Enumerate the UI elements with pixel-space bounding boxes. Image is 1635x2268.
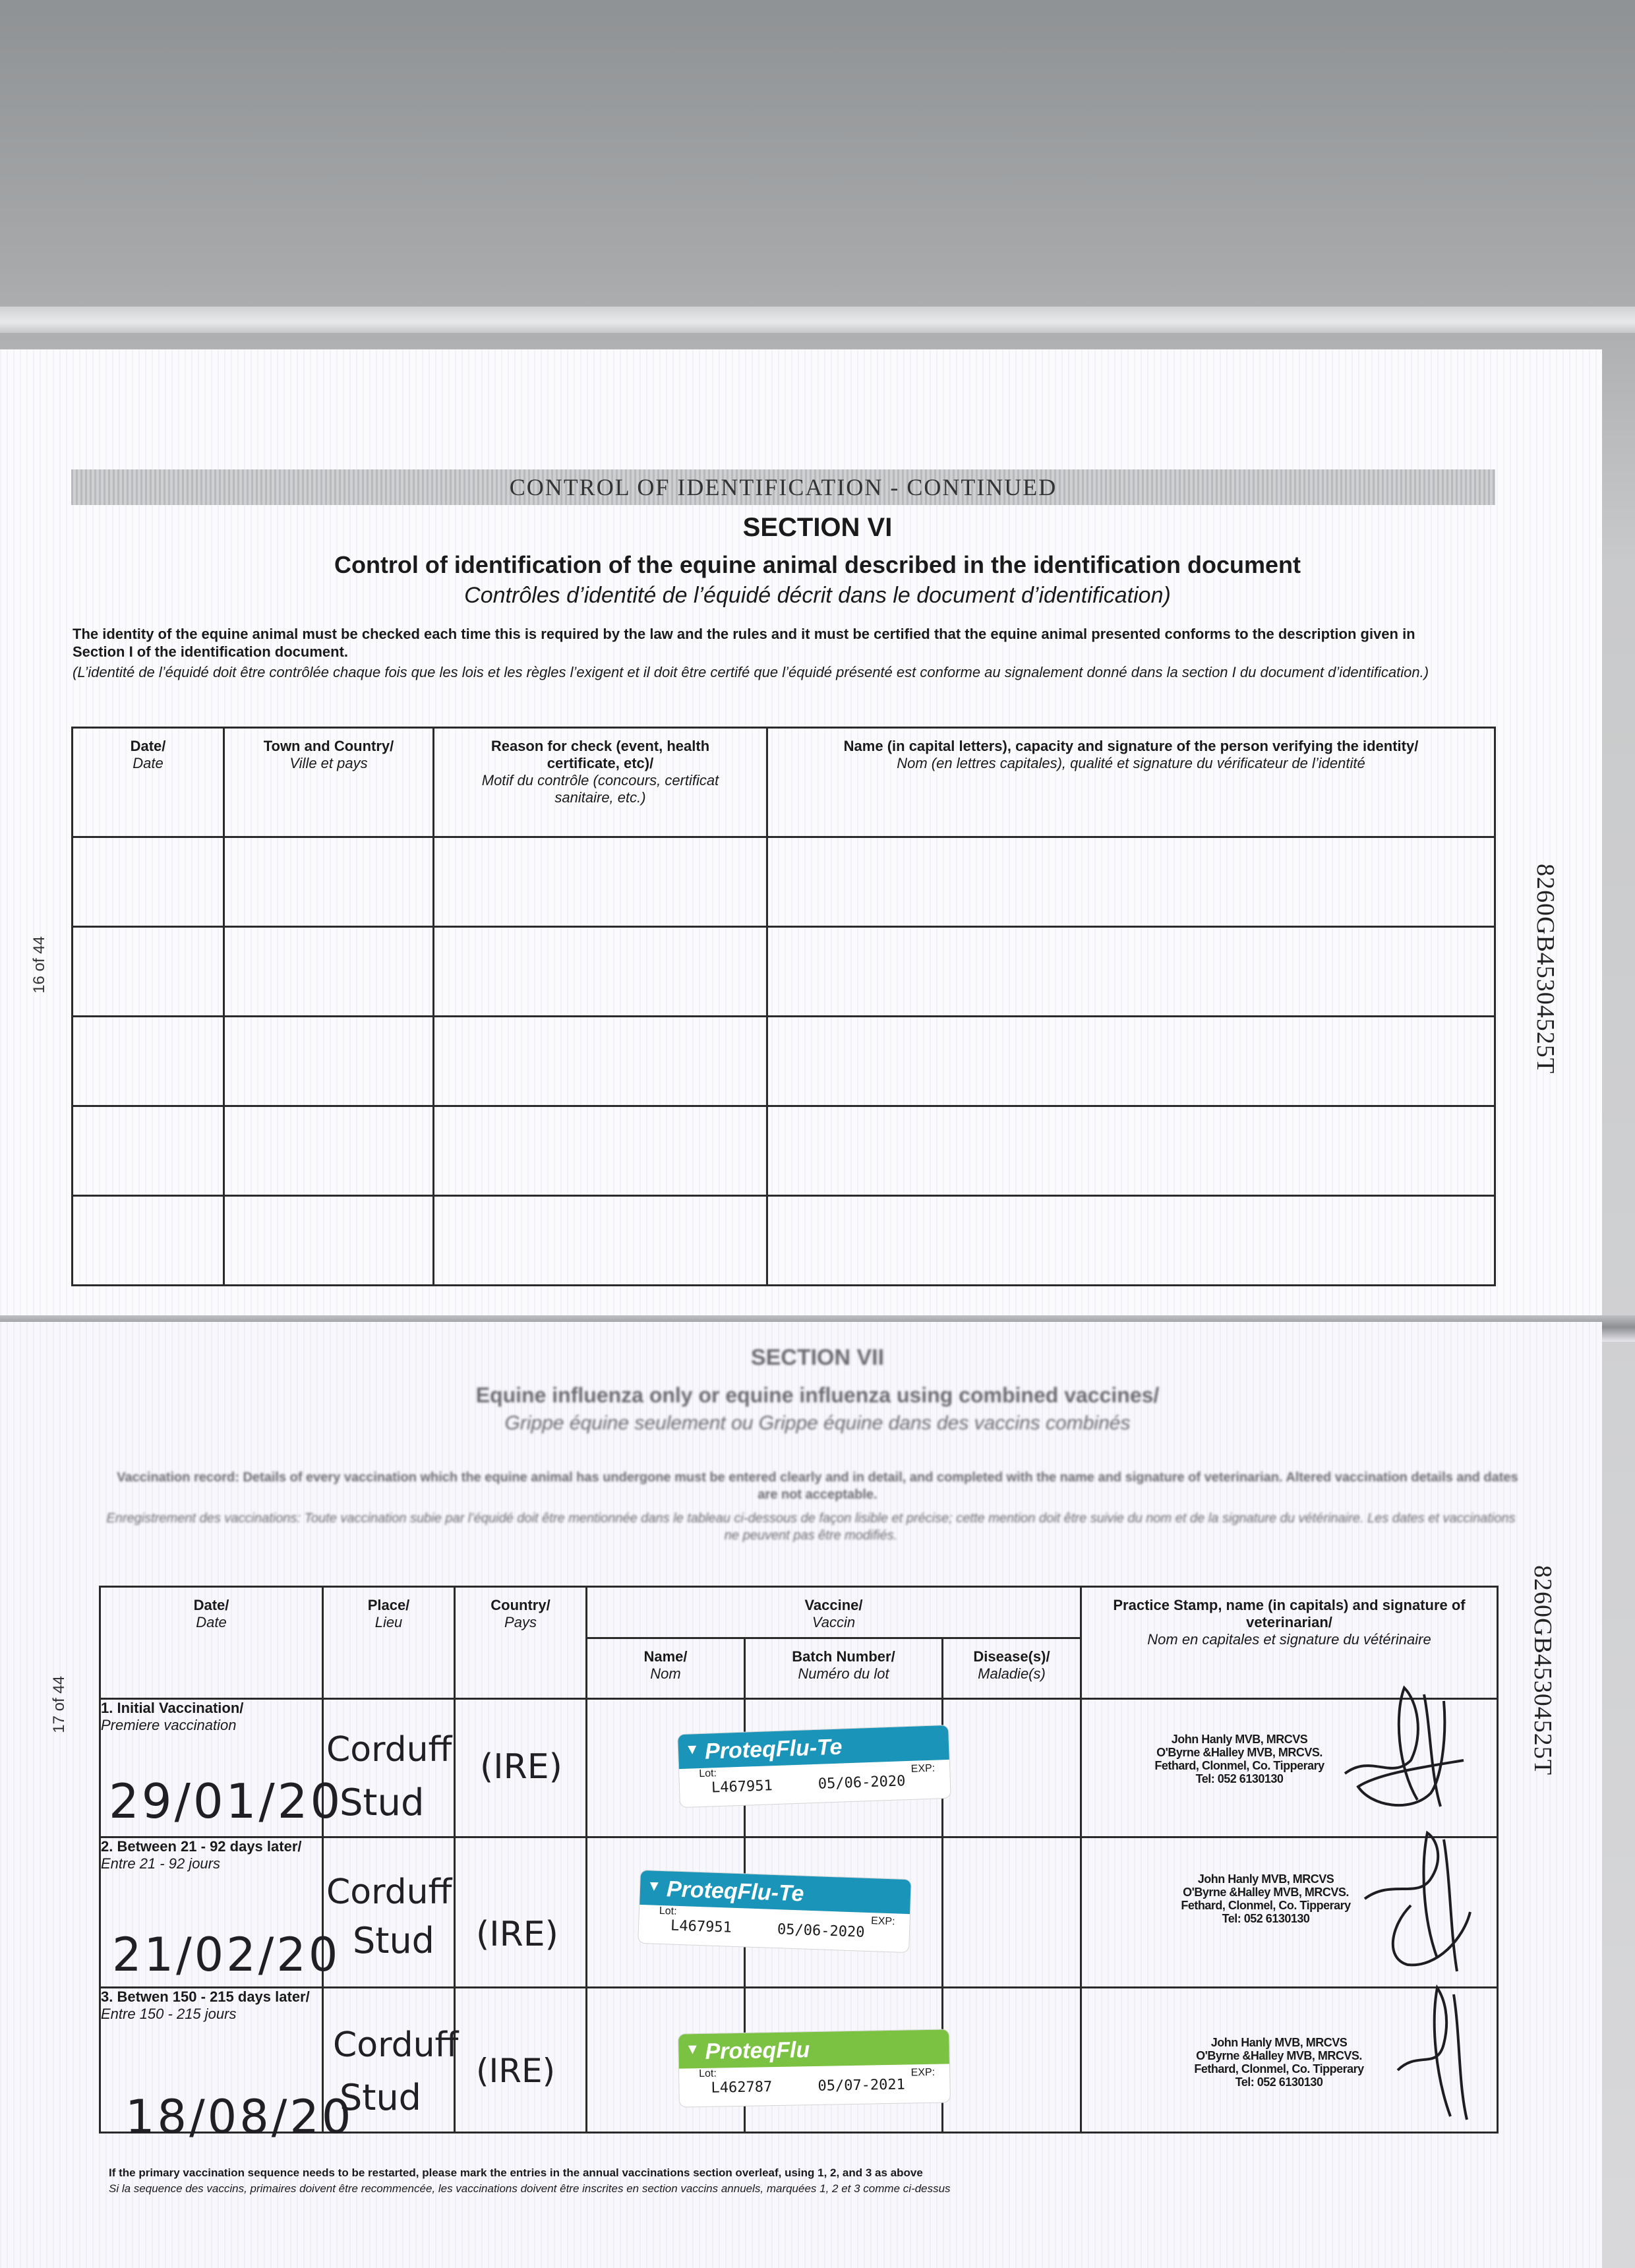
lot-label: Lot: — [659, 1905, 677, 1917]
drop-icon: ▼ — [684, 1741, 700, 1758]
vaccine-sticker — [678, 2029, 950, 2106]
section-vii-intro-fr: Enregistrement des vaccinations: Toute vaccination subie par l’équidé doit être mentionnée dans le tableau ci-dessous de façon lisible et précise; cette mention doit être suivie du nom et de la signature du vétérinaire. Les dates et vaccinations ne peuvent pas être modifiés. — [106, 1511, 1516, 1543]
lot-number: L462787 — [711, 2079, 773, 2097]
handwritten-place: Corduff — [326, 1872, 452, 1912]
passport-number-top: 8260GB45304525T — [1531, 864, 1559, 1074]
exp-label: EXP: — [910, 2066, 936, 2079]
section-vii-subtitle-en: Equine influenza only or equine influenza using combined vaccines/ — [475, 1383, 1160, 1407]
col-practice-stamp: Practice Stamp, name (in capitals) and signature of veterinarian/ Nom en capitales et signature du vétérinaire — [1081, 1587, 1498, 1699]
vet-stamp: John Hanly MVB, MRCVS O'Byrne &Halley MVB, MRCVS. Fethard, Clonmel, Co. Tipperary Tel: 052 6130130 — [1181, 1872, 1351, 1925]
vaccine-sticker — [678, 1725, 951, 1807]
handwritten-date: 29/01/20 — [109, 1774, 343, 1829]
vaccine-brand: ProteqFlu — [705, 2037, 810, 2064]
lot-label: Lot: — [699, 1768, 717, 1780]
section-vii-intro-en: Vaccination record: Details of every vaccination which the equine animal has undergone must be entered clearly and in detail, and completed with the name and signature of veterinarian. Altered vaccination details and dates are not acceptable. — [117, 1470, 1518, 1502]
col-verifier: Name (in capital letters), capacity and signature of the person verifying the identity/ Nom (en lettres capitales), qualité et signature du vérificateur de l’identité — [767, 728, 1495, 837]
section-vii-subtitle-fr: Grippe équine seulement ou Grippe équine dans des vaccins combinés — [504, 1412, 1131, 1434]
section-vi-intro-fr: (L’identité de l’équidé doit être contrôlée chaque fois que les lois et les règles l’exigent et il doit être certifé que l’équidé présenté est conforme au signalement donné dans la section I du document d’identification.) — [73, 664, 1429, 680]
lot-label: Lot: — [698, 2068, 717, 2080]
col-place: Place/ Lieu — [323, 1587, 455, 1699]
vaccine-brand: ProteqFlu-Te — [666, 1876, 805, 1907]
section-banner: CONTROL OF IDENTIFICATION - CONTINUED — [71, 469, 1495, 505]
col-vaccine-name: Name/ Nom — [587, 1638, 745, 1699]
section-vi-title: SECTION VI — [742, 513, 893, 542]
expiry-date: 05/06-2020 — [777, 1921, 865, 1941]
section-vii-title: SECTION VII — [750, 1345, 885, 1370]
lot-number: L467951 — [670, 1917, 732, 1936]
handwritten-country: (IRE) — [476, 2052, 556, 2090]
handwritten-place: Stud — [353, 1920, 434, 1961]
handwritten-country: (IRE) — [480, 1747, 562, 1787]
col-country: Country/ Pays — [455, 1587, 587, 1699]
col-reason: Reason for check (event, health certificate, etc)/ Motif du contrôle (concours, certificat sanitaire, etc.) — [434, 728, 767, 837]
row-1-label: 1. Initial Vaccination/ Premiere vaccination — [100, 1699, 323, 1837]
handwritten-place: Corduff — [326, 1730, 452, 1770]
handwritten-date: 21/02/20 — [112, 1928, 341, 1982]
handwritten-place: Corduff — [333, 2025, 459, 2065]
col-town-country: Town and Country/ Ville et pays — [224, 728, 434, 837]
section-vi-intro-en: The identity of the equine animal must be checked each time this is required by the law and the rules and it must be certified that the equine animal presented conforms to the description given in Section I of the identification document. — [73, 626, 1415, 660]
handwritten-date: 18/08/20 — [125, 2090, 354, 2144]
table-row — [73, 837, 1495, 927]
exp-label: EXP: — [870, 1915, 895, 1928]
footer-note-fr: Si la sequence des vaccins, primaires doivent être recommencée, les vaccinations doivent être inscrites en section vaccins annuels, marquées 1, 2 et 3 comme ci-dessus — [109, 2182, 951, 2195]
vet-signature — [1345, 1826, 1483, 1984]
col-batch-number: Batch Number/ Numéro du lot — [745, 1638, 943, 1699]
handwritten-place: Stud — [340, 2077, 421, 2118]
passport-number-bottom: 8260GB45304525T — [1529, 1565, 1557, 1776]
col-vaccine: Vaccine/ Vaccin — [587, 1587, 1081, 1638]
exp-label: EXP: — [910, 1762, 936, 1775]
section-vi-subtitle-fr: Contrôles d’identité de l’équidé décrit dans le document d’identification) — [464, 583, 1171, 608]
drop-icon: ▼ — [685, 2041, 700, 2058]
table-row — [73, 927, 1495, 1017]
col-date: Date/ Date — [100, 1587, 323, 1699]
vet-signature — [1384, 1978, 1483, 2130]
page-number-17: 17 of 44 — [50, 1676, 68, 1733]
footer-note-en: If the primary vaccination sequence needs to be restarted, please mark the entries in the annual vaccinations section overleaf, using 1, 2, and 3 as above — [109, 2166, 923, 2179]
row-3-label: 3. Betwen 150 - 215 days later/ Entre 150 - 215 jours — [100, 1988, 323, 2133]
vaccine-brand: ProteqFlu-Te — [704, 1734, 843, 1764]
handwritten-country: (IRE) — [476, 1915, 558, 1954]
expiry-date: 05/07-2021 — [818, 2076, 906, 2095]
vaccine-sticker — [638, 1870, 911, 1952]
drop-icon: ▼ — [646, 1877, 662, 1894]
col-date: Date/ Date — [73, 728, 224, 837]
vet-stamp: John Hanly MVB, MRCVS O'Byrne &Halley MVB, MRCVS. Fethard, Clonmel, Co. Tipperary Tel: 052 6130130 — [1154, 1733, 1324, 1785]
col-diseases: Disease(s)/ Maladie(s) — [943, 1638, 1081, 1699]
lot-number: L467951 — [711, 1777, 773, 1797]
section-vi-subtitle-en: Control of identification of the equine animal described in the identification document — [334, 551, 1301, 578]
vet-stamp: John Hanly MVB, MRCVS O'Byrne &Halley MVB, MRCVS. Fethard, Clonmel, Co. Tipperary Tel: 052 6130130 — [1194, 2036, 1364, 2089]
expiry-date: 05/06-2020 — [818, 1773, 906, 1793]
table-row — [73, 1017, 1495, 1106]
identity-check-table — [71, 727, 1496, 1286]
page-number-16: 16 of 44 — [30, 936, 48, 994]
table-row — [73, 1106, 1495, 1196]
handwritten-place: Stud — [340, 1781, 425, 1824]
plastic-cover-edge — [0, 307, 1635, 333]
vet-signature — [1332, 1675, 1483, 1820]
table-row — [73, 1196, 1495, 1286]
row-2-label: 2. Between 21 - 92 days later/ Entre 21 - 92 jours — [100, 1837, 323, 1988]
